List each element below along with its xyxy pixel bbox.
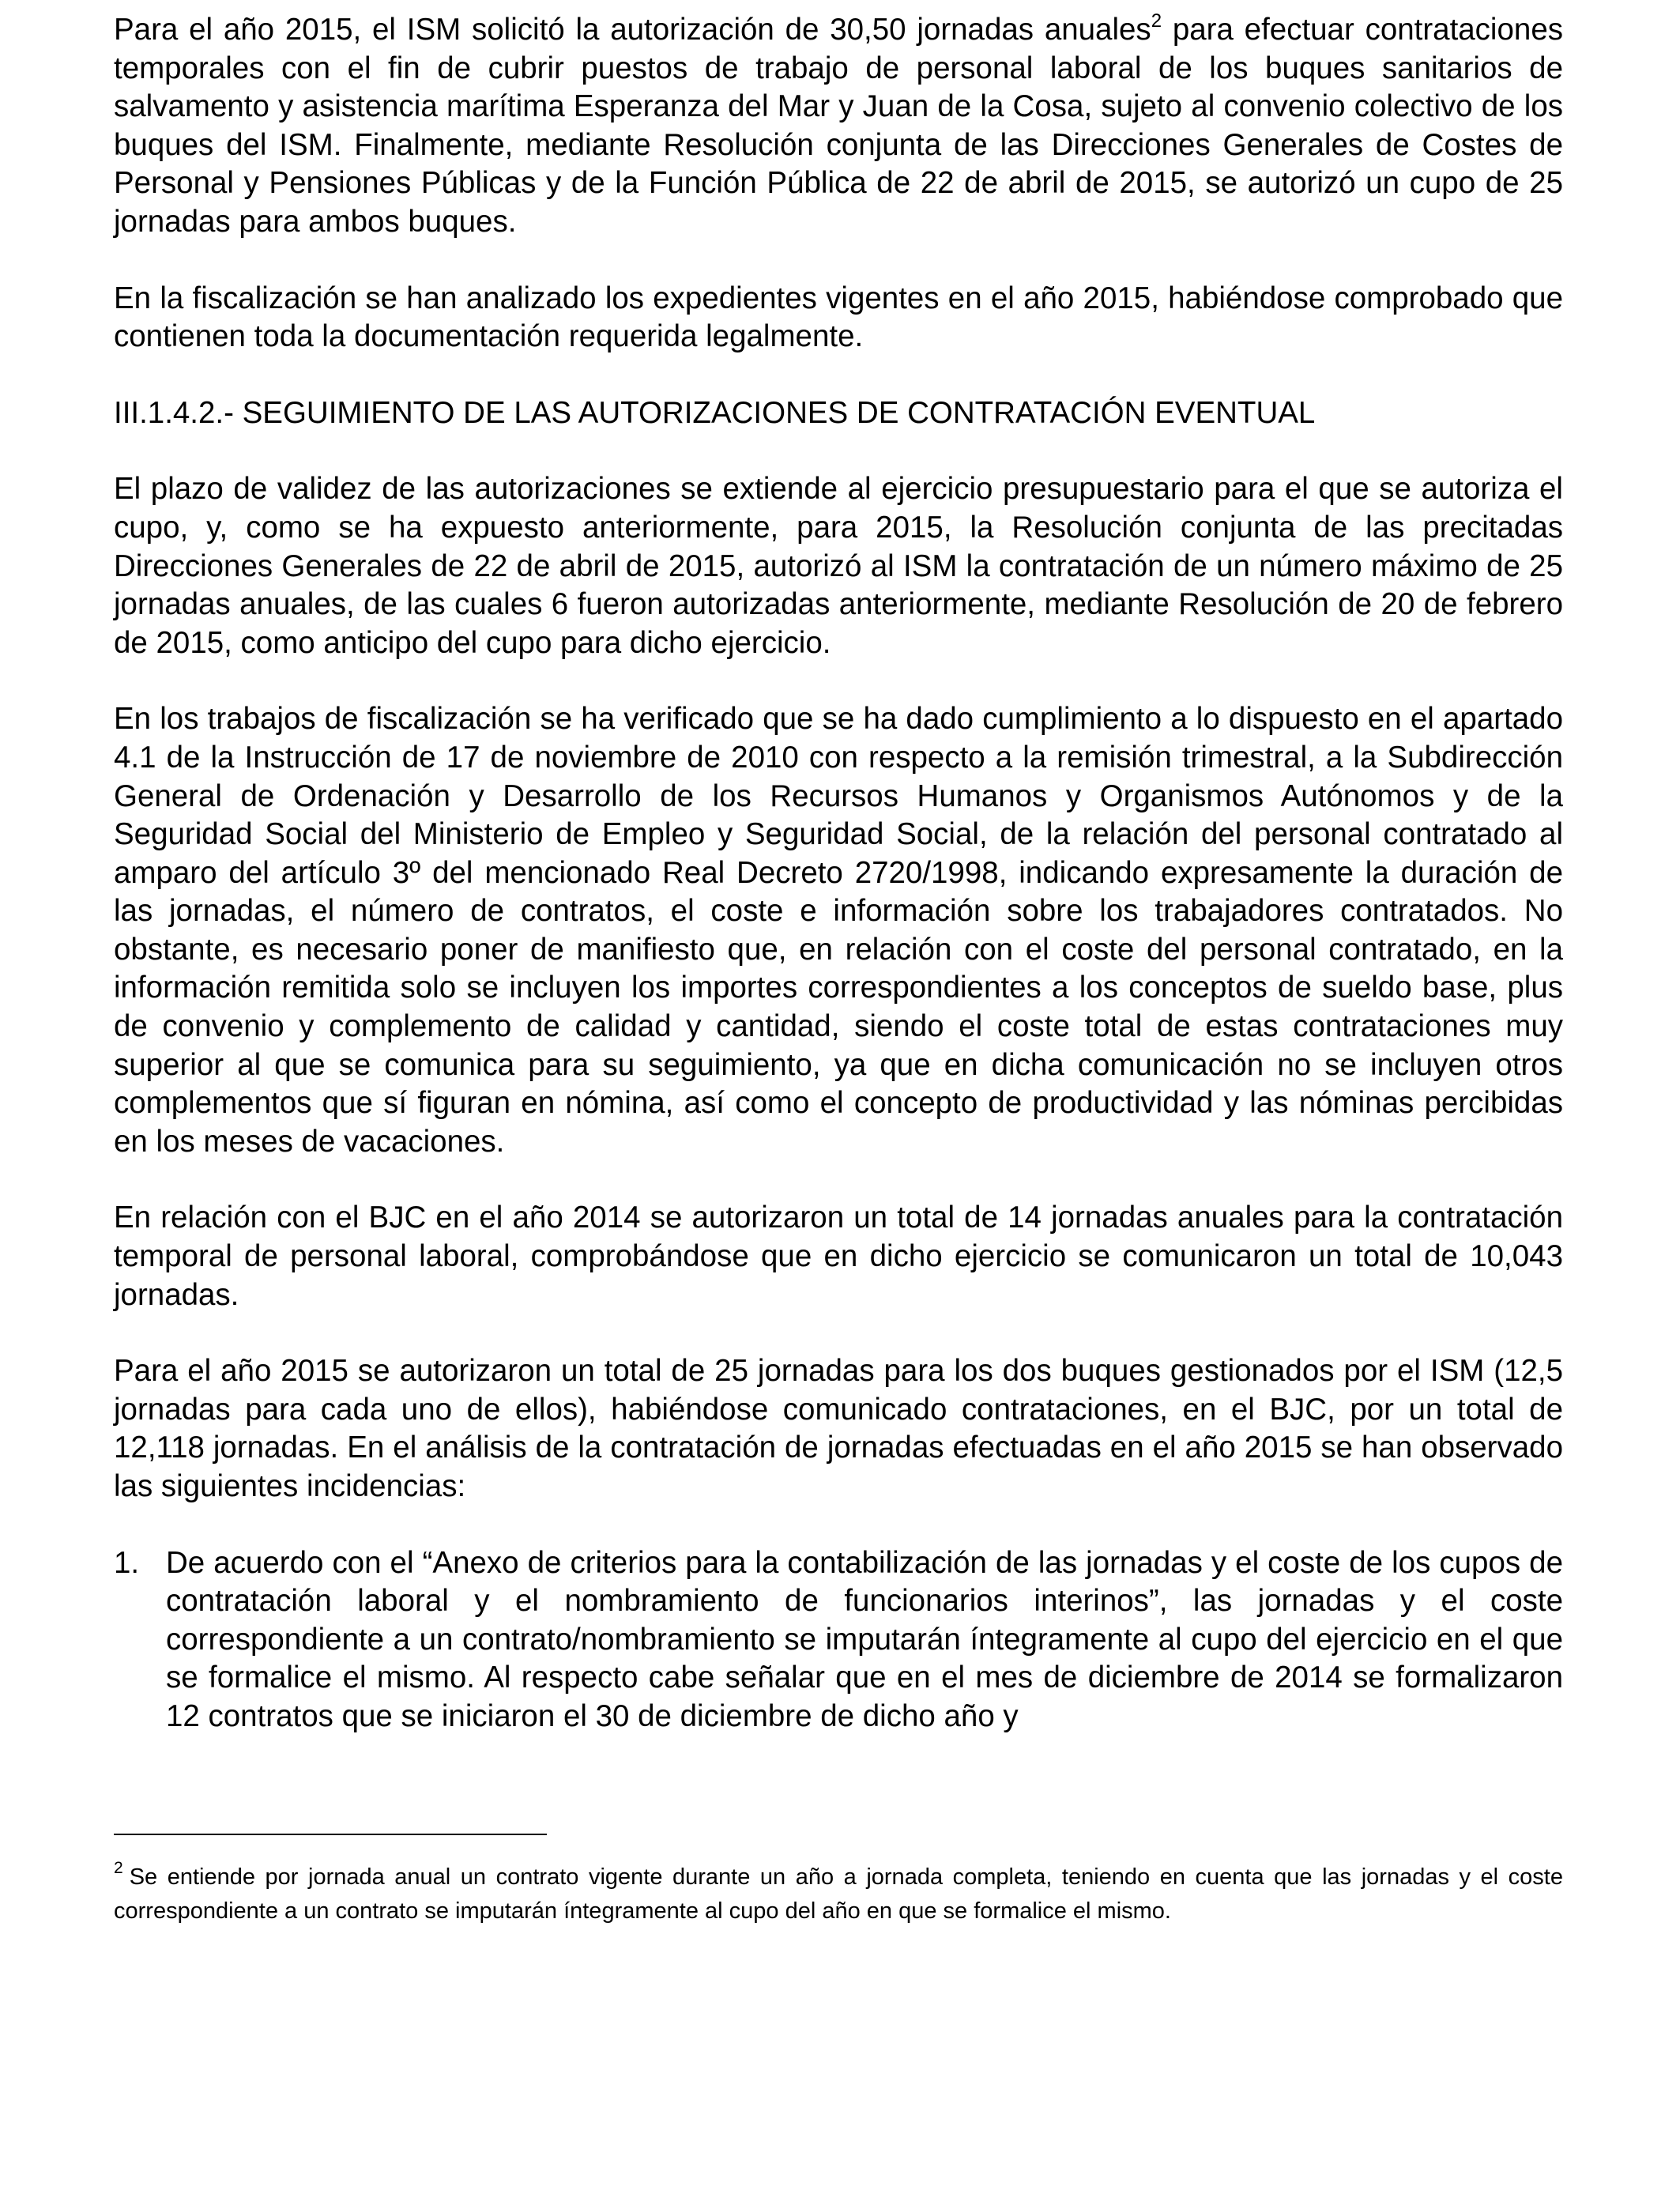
paragraph-1	[114, 11, 1563, 242]
paragraph-1-text-a: Para el año 2015, el ISM solicitó la autorización de 30,50 jornadas anuales	[114, 13, 1151, 47]
footnote-text: Se entiende por jornada anual un contrato vigente durante un año a jornada completa, teniendo en cuenta que las jornadas y el coste correspondiente a un contrato se imputarán íntegramente al cupo del año en que se formalice el mismo.	[114, 1864, 1563, 1924]
paragraph-5: En relación con el BJC en el año 2014 se autorizaron un total de 14 jornadas anuales para la contratación temporal de personal laboral, comprobándose que en dicho ejercicio se comunicaron un total de 10,043 jornadas.	[114, 1201, 1563, 1312]
paragraph-4: En los trabajos de fiscalización se ha verificado que se ha dado cumplimiento a lo dispuesto en el apartado 4.1 de la Instrucción de 17 de noviembre de 2010 con respecto a la remisión trimestral, a la Subdirección General de Ordenación y Desarrollo de los Recursos Humanos y Organismos Autónomos y de la Seguridad Social del Ministerio de Empleo y Seguridad Social, de la relación del personal contratado al amparo del artículo 3º del mencionado Real Decreto 2720/1998, indicando expresamente la duración de las jornadas, el número de contratos, el coste e información sobre los trabajadores contratados. No obstante, es necesario poner de manifiesto que, en relación con el coste del personal contratado, en la información remitida solo se incluyen los importes correspondientes a los conceptos de sueldo base, plus de convenio y complemento de calidad y cantidad, siendo el coste total de estas contrataciones muy superior al que se comunica para su seguimiento, ya que en dicha comunicación no se incluyen otros complementos que sí figuran en nómina, así como el concepto de productividad y las nóminas percibidas en los meses de vacaciones.	[114, 702, 1563, 1159]
list-item	[114, 1544, 1563, 1736]
footnote-mark: 2	[114, 1859, 123, 1878]
document-body	[114, 11, 1563, 1736]
list-item-number: 1.	[114, 1545, 140, 1580]
paragraph-1-text-b: para efectuar contrataciones temporales con el fin de cubrir puestos de trabajo de personal laboral de los buques sanitarios de salvamento y asistencia marítima Esperanza del Mar y Juan de la Cosa, sujeto al convenio colectivo de los buques del ISM. Finalmente, mediante Resolución conjunta de las Direcciones Generales de Costes de Personal y Pensiones Públicas y de la Función Pública de 22 de abril de 2015, se autorizó un cupo de 25 jornadas para ambos buques.	[114, 13, 1563, 239]
paragraph-6: Para el año 2015 se autorizaron un total de 25 jornadas para los dos buques gestionados por el ISM (12,5 jornadas para cada uno de ellos), habiéndose comunicado contrataciones, en el BJC, por un total de 12,118 jornadas. En el análisis de la contratación de jornadas efectuadas en el año 2015 se han observado las siguientes incidencias:	[114, 1354, 1563, 1503]
list-item-text: De acuerdo con el “Anexo de criterios para la contabilización de las jornadas y el coste de los cupos de contratación laboral y el nombramiento de funcionarios interinos”, las jornadas y el coste correspondiente a un contrato/nombramiento se imputarán íntegramente al cupo del ejercicio en el que se formalice el mismo. Al respecto cabe señalar que en el mes de diciembre de 2014 se formalizaron 12 contratos que se iniciaron el 30 de diciembre de dicho año y	[166, 1545, 1563, 1733]
paragraph-3: El plazo de validez de las autorizaciones se extiende al ejercicio presupuestario para el que se autoriza el cupo, y, como se ha expuesto anteriormente, para 2015, la Resolución conjunta de las precitadas Direcciones Generales de 22 de abril de 2015, autorizó al ISM la contratación de un número máximo de 25 jornadas anuales, de las cuales 6 fueron autorizadas anteriormente, mediante Resolución de 20 de febrero de 2015, como anticipo del cupo para dicho ejercicio.	[114, 472, 1563, 660]
incidents-list	[114, 1544, 1563, 1736]
footnote-reference: 2	[1151, 10, 1162, 32]
footnote	[114, 1860, 1563, 1928]
section-heading: III.1.4.2.- SEGUIMIENTO DE LAS AUTORIZACIONES DE CONTRATACIÓN EVENTUAL	[114, 395, 1316, 430]
footnote-separator	[114, 1834, 547, 1835]
paragraph-2: En la fiscalización se han analizado los expedientes vigentes en el año 2015, habiéndose comprobado que contienen toda la documentación requerida legalmente.	[114, 281, 1563, 354]
